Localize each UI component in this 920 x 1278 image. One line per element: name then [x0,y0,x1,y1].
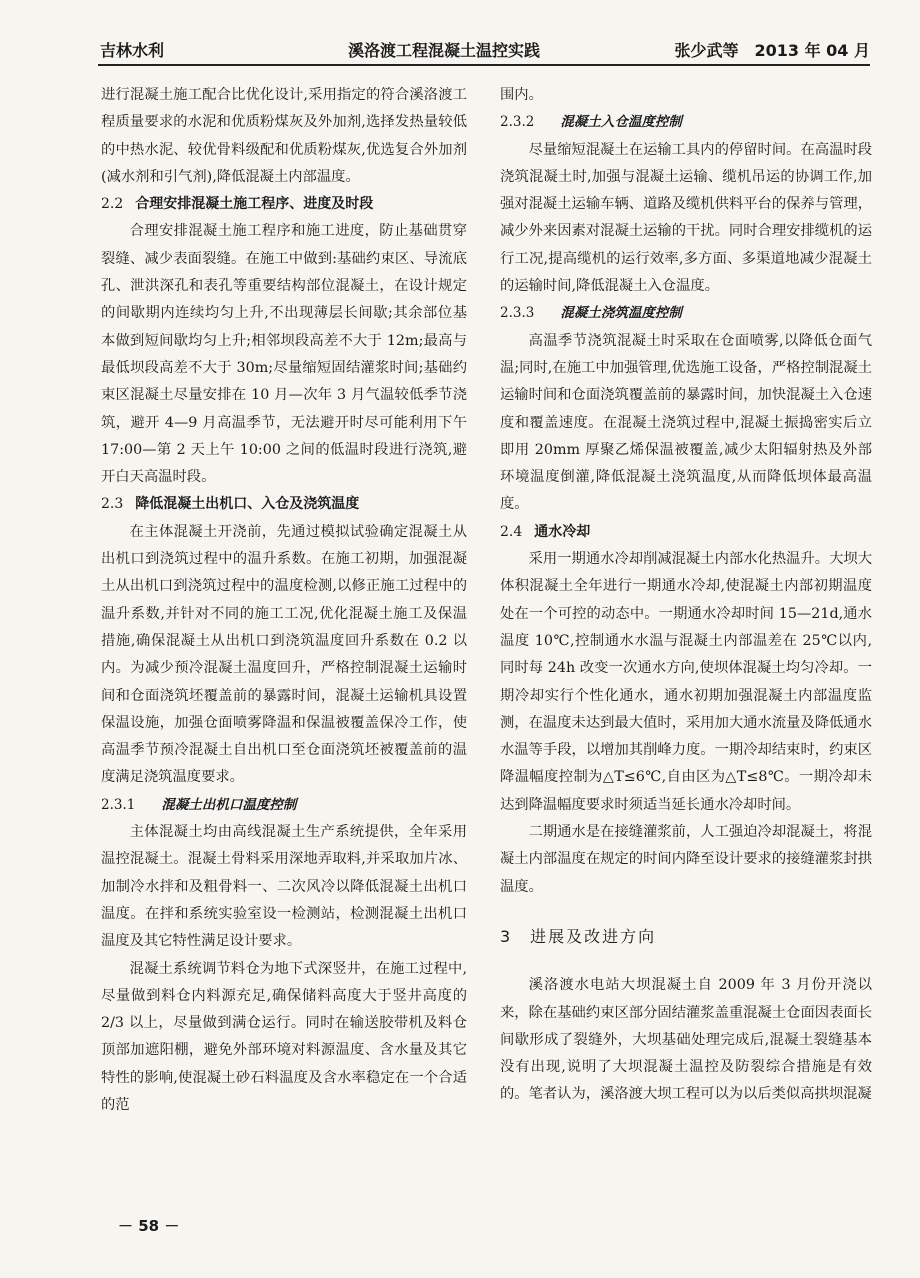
subsection-heading-2-3-1: 2.3.1 混凝土出机口温度控制 [101,796,297,813]
paragraph: 围内。 [500,87,543,103]
section-heading-2-3: 2.3 降低混凝土出机口、入仓及浇筑温度 [101,496,360,513]
paragraph: 采用一期通水冷却削减混凝土内部水化热温升。大坝大体积混凝土全年进行一期通水冷却,使混凝土内部初期温度处在一个可控的动态中。一期通水冷却时间 15—21d,通水温度 10℃,控制通水水温与混凝土内部温差在 25℃以内,同时每 24h 改变一次通水方向,使坝体混凝土均匀冷却。一期冷却实行个性化通水，通水初期加强混凝土内部温度监测，在温度未达到最大值时，采用加大通水流量及降低通水水温等手段，以增加其削峰力度。一期冷却结束时，约束区降温幅度控制为△T≤6℃,自由区为△T≤8℃。一期冷却未达到降温幅度要求时须适当延长通水冷却时间。 [500,551,872,813]
authors: 张少武等 [674,41,739,60]
subsection-heading-2-3-2: 2.3.2 混凝土入仓温度控制 [500,114,682,131]
paragraph: 主体混凝土均由高线混凝土生产系统提供，全年采用温控混凝土。混凝土骨料采用深地弄取料,并采取加片冰、加制冷水拌和及粗骨料一、二次风冷以降低混凝土出机口温度。在拌和系统实验室设一检测站，检测混凝土出机口温度及其它特性满足设计要求。 [101,824,467,950]
paragraph: 二期通水是在接缝灌浆前，人工强迫冷却混凝土，将混凝土内部温度在规定的时间内降至设计要求的接缝灌浆封拱温度。 [500,824,872,895]
paragraph: 尽量缩短混凝土在运输工具内的停留时间。在高温时段浇筑混凝土时,加强与混凝土运输、缆机吊运的协调工作,加强对混凝土运输车辆、道路及缆机供料平台的保养与管理，减少外来因素对混凝土运输的干扰。同时合理安排缆机的运行工况,提高缆机的运行效率,多方面、多渠道地减少混凝土的运输时间,降低混凝土入仓温度。 [500,141,872,295]
paragraph: 在主体混凝土开浇前，先通过模拟试验确定混凝土从出机口到浇筑过程中的温升系数。在施工初期，加强混凝土从出机口到浇筑过程中的温度检测,以修正施工过程中的温升系数,并针对不同的施工工况,优化混凝土施工及保温措施,确保混凝土从出机口到浇筑温度回升系数在 0.2 以内。为减少预冷混凝土温度回升，严格控制混凝土运输时间和仓面浇筑坯覆盖前的暴露时间，混凝土运输机具设置保温设施，加强仓面喷雾降温和保温被覆盖保冷工作，使高温季节预冷混凝土自出机口至仓面浇筑坯被覆盖前的温度满足浇筑温度要求。 [101,523,467,786]
authors-date [674,38,870,61]
paragraph: 混凝土系统调节料仓为地下式深竖井，在施工过程中,尽量做到料仓内料源充足,确保储料高度大于竖井高度的 2/3 以上，尽量做到满仓运行。同时在输送胶带机及料仓顶部加遮阳棚，避免外部环境对料源温度、含水量及其它特性的影响,使混凝土砂石料温度及含水率稳定在一个合适的范 [101,960,467,1113]
journal-name: 吉林水利 [100,41,165,60]
section-heading-2-4: 2.4 通水冷却 [500,523,591,540]
section-heading-3: 3 进展及改进方向 [500,926,657,946]
left-column [101,82,467,1119]
paragraph: 合理安排混凝土施工程序和施工进度，防止基础贯穿裂缝、减少表面裂缝。在施工中做到:基础约束区、导流底孔、泄洪深孔和表孔等重要结构部位混凝土，在设计规定的间歇期内连续均匀上升,不出现薄层长间歇;其余部位基本做到短间歇均匀上升;相邻坝段高差不大于 12m;最高与最低坝段高差不大于 30m;尽量缩短固结灌浆时间;基础约束区混凝土尽量安排在 10 月—次年 3 月气温较低季节浇筑，避开 4—9 月高温季节，无法避开时尽可能利用下午 17:00—第 2 天上午 10:00 之间的低温时段进行浇筑,避开白天高温时段。 [101,223,467,486]
right-column [500,82,872,1109]
paragraph: 高温季节浇筑混凝土时采取在仓面喷雾,以降低仓面气温;同时,在施工中加强管理,优选施工设备，严格控制混凝土运输时间和仓面浇筑覆盖前的暴露时间，加快混凝土入仓速度和覆盖速度。在混凝土浇筑过程中,混凝土振捣密实后立即用 20mm 厚聚乙烯保温被覆盖,减少太阳辐射热及外部环境温度倒灌,降低混凝土浇筑温度,从而降低坝体最高温度。 [500,332,872,513]
article-title: 溪洛渡工程混凝土温控实践 [348,41,541,60]
paragraph: 溪洛渡水电站大坝混凝土自 2009 年 3 月份开浇以来，除在基础约束区部分固结灌浆盖重混凝土仓面因表面长间歇形成了裂缝外，大坝基础处理完成后,混凝土裂缝基本没有出现,说明了大坝混凝土温控及防裂综合措施是有效的。笔者认为，溪洛渡大坝工程可以为以后类似高拱坝混凝 [500,977,872,1103]
subsection-heading-2-3-3: 2.3.3 混凝土浇筑温度控制 [500,305,682,322]
section-heading-2-2: 2.2 合理安排混凝土施工程序、进度及时段 [101,196,374,213]
running-header [98,34,870,66]
issue-date: 2013 年 04 月 [754,41,870,60]
paragraph: 进行混凝土施工配合比优化设计,采用指定的符合溪洛渡工程质量要求的水泥和优质粉煤灰及外加剂,选择发热量较低的中热水泥、较优骨料级配和优质粉煤灰,优选复合外加剂(减水剂和引气剂),降低混凝土内部温度。 [101,87,467,185]
page-number: － 58 － [118,1217,180,1235]
